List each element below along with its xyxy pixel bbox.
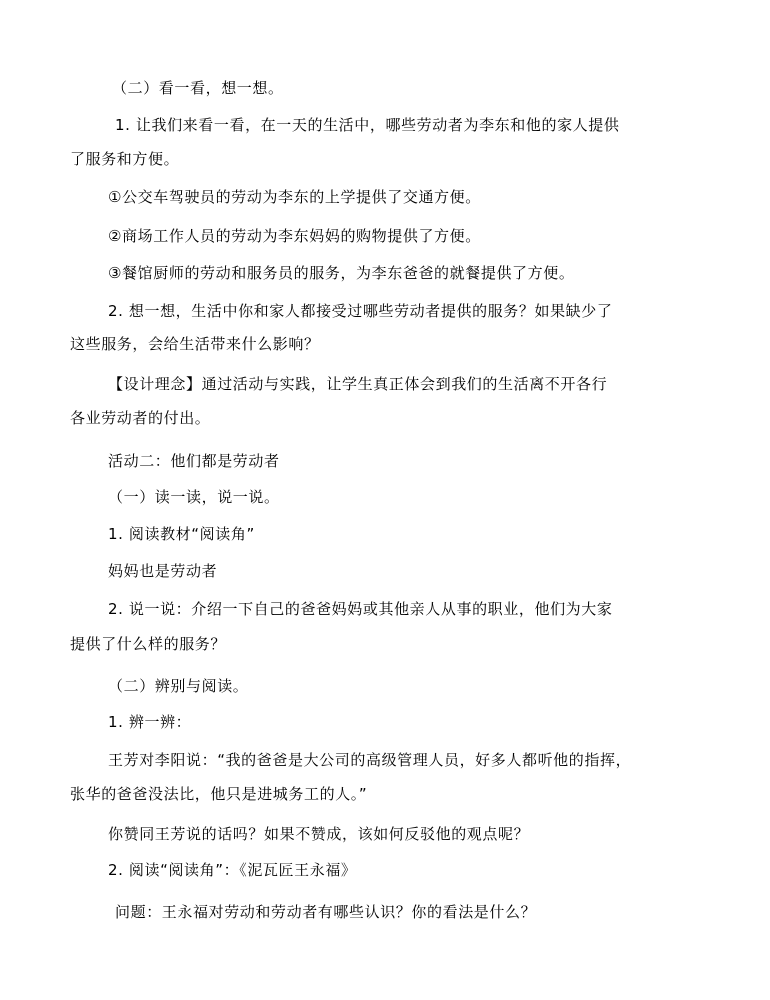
paragraph-line: 各业劳动者的付出。: [70, 409, 211, 427]
paragraph-line: 1. 辨一辨：: [108, 713, 192, 731]
paragraph-line: 王芳对李阳说：“我的爸爸是大公司的高级管理人员，好多人都听他的指挥，: [108, 751, 632, 769]
section-heading: （二）看一看，想一想。: [112, 79, 284, 97]
section-heading: （一）读一读，说一说。: [108, 488, 280, 506]
paragraph-line: 2. 想一想，生活中你和家人都接受过哪些劳动者提供的服务？如果缺少了: [108, 302, 613, 320]
list-item: ③餐馆厨师的劳动和服务员的服务，为李东爸爸的就餐提供了方便。: [108, 264, 575, 282]
list-item: ①公交车驾驶员的劳动为李东的上学提供了交通方便。: [108, 188, 481, 206]
paragraph-line: 提供了什么样的服务？: [70, 635, 227, 653]
list-item: ②商场工作人员的劳动为李东妈妈的购物提供了方便。: [108, 227, 481, 245]
paragraph-line: 问题：王永福对劳动和劳动者有哪些认识？你的看法是什么？: [115, 903, 537, 921]
paragraph-line: 2. 阅读“阅读角”：《泥瓦匠王永福》: [108, 861, 357, 879]
paragraph-line: 张华的爸爸没法比，他只是进城务工的人。”: [70, 785, 368, 803]
paragraph-line: 1. 让我们来看一看，在一天的生活中，哪些劳动者为李东和他的家人提供: [115, 116, 620, 134]
paragraph-line: 1. 阅读教材“阅读角”: [108, 525, 255, 543]
paragraph-line: 【设计理念】通过活动与实践，让学生真正体会到我们的生活离不开各行: [108, 375, 608, 393]
paragraph-line: 了服务和方便。: [70, 150, 180, 168]
paragraph-line: 2. 说一说：介绍一下自己的爸爸妈妈或其他亲人从事的职业，他们为大家: [108, 600, 613, 618]
paragraph-line: 你赞同王芳说的话吗？如果不赞成，该如何反驳他的观点呢？: [108, 825, 530, 843]
section-heading: （二）辨别与阅读。: [108, 677, 249, 695]
paragraph-line: 这些服务，会给生活带来什么影响？: [70, 335, 320, 353]
paragraph-line: 妈妈也是劳动者: [108, 562, 218, 580]
activity-heading: 活动二：他们都是劳动者: [108, 452, 280, 470]
